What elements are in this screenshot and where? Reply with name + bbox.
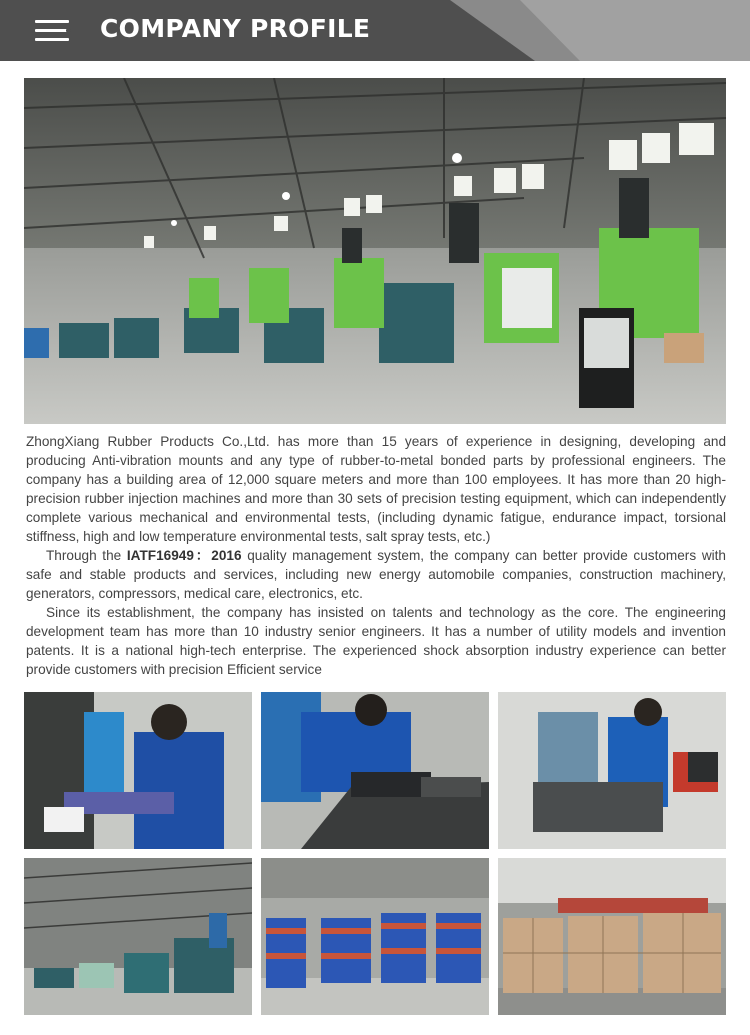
worker-inspection-photo xyxy=(261,692,489,849)
menu-icon[interactable] xyxy=(35,20,73,42)
worker-machine-photo xyxy=(498,692,726,849)
packed-boxes-photo xyxy=(498,858,726,1015)
company-profile-text xyxy=(26,432,726,679)
iatf-certification: IATF16949：2016 xyxy=(126,548,242,563)
injection-machine-line-photo xyxy=(24,858,252,1015)
page-title: COMPANY PROFILE xyxy=(100,14,371,43)
factory-floor-photo xyxy=(24,78,726,424)
profile-paragraph-3: Since its establishment, the company has insisted on talents and technology as the core. The engineering development team has more than 10 industry senior engineers. It has a number of utility models and invention patents. It is a national high-tech enterprise. The experienced shock absorption industry experience can better provide customers with precision Efficient service xyxy=(26,605,726,677)
warehouse-shelves-photo xyxy=(261,858,489,1015)
page-header xyxy=(0,0,750,61)
worker-assembly-photo xyxy=(24,692,252,849)
profile-paragraph-1: ZhongXiang Rubber Products Co.,Ltd. has more than 15 years of experience in designing, developing and producing Anti-vibration mounts and any type of rubber-to-metal bonded parts by professional engineers. The company has a building area of 12,000 square meters and more than 100 employees. It has more than 20 high-precision rubber injection machines and more than 30 sets of precision testing equipment, which can independently complete various mechanical and environmental tests, (including dynamic fatigue, endurance impact, torsional stiffness, high and low temperature environmental tests, salt spray tests, etc.) xyxy=(26,434,726,544)
profile-paragraph-2: Through the IATF16949：2016 quality management system, the company can better provide customers with safe and stable products and services, including new energy automobile companies, construction machinery, generators, compressors, medical care, electronics, etc. xyxy=(26,548,726,601)
